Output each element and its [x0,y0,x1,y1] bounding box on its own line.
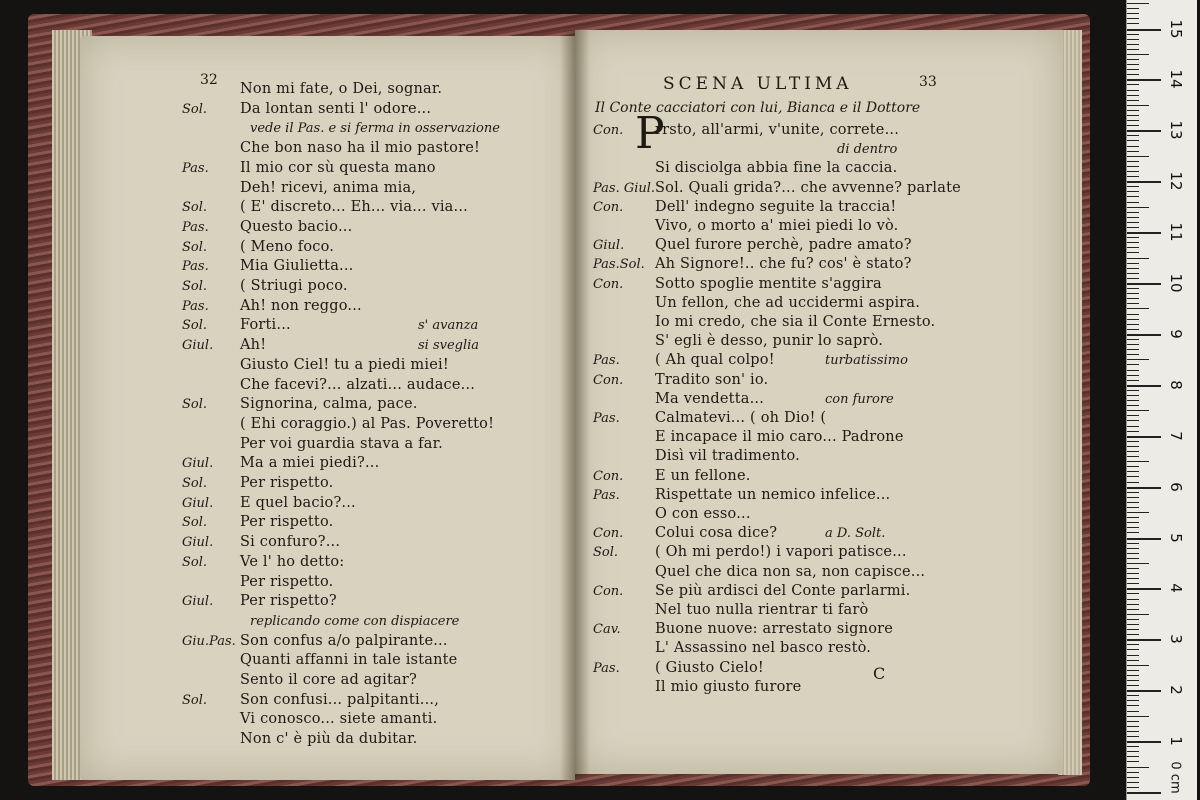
ruler-tick [1127,461,1149,462]
ruler-tick [1127,644,1139,645]
ruler-tick [1127,110,1139,111]
ruler-tick [1127,247,1139,248]
verse-line: Quel furore perchè, padre amato? [655,237,912,254]
ruler-tick [1127,283,1161,285]
ruler-number: 12 [1167,171,1185,191]
verse-line: Deh! ricevi, anima mia, [240,179,417,196]
ruler-tick [1127,69,1139,70]
speaker-label: Giul. [593,238,625,254]
ruler-tick [1127,777,1139,778]
verse-line: ( E' discreto... Eh... via... via... [240,199,468,216]
ruler-tick [1127,746,1139,747]
ruler-tick [1127,522,1139,523]
ruler-tick [1127,578,1139,579]
ruler-tick [1127,670,1139,671]
ruler-tick [1127,446,1139,447]
verse-line: Calmatevi... ( oh Dio! ( [655,410,827,426]
ruler-tick [1127,74,1139,75]
ruler-number: 2 [1167,685,1185,695]
ruler-tick [1127,161,1139,162]
ruler-tick [1127,202,1139,203]
ruler-tick [1127,716,1149,717]
speaker-label: Con. [593,526,624,542]
speaker-label: Sol. [182,318,208,334]
ruler-tick [1127,685,1139,686]
speaker-label: Pas. [593,411,620,426]
speaker-label: Con. [593,123,624,138]
ruler-tick [1127,191,1139,192]
ruler-tick [1127,8,1139,9]
ruler-tick [1127,380,1139,381]
verse-line: Il mio cor sù questa mano [240,159,436,176]
ruler-tick [1127,502,1139,503]
ruler-tick [1127,639,1161,641]
ruler-tick [1127,84,1139,85]
stage-direction: vede il Pas. e si ferma in osservazione [250,121,500,137]
ruler-tick [1127,263,1139,264]
ruler-tick [1127,49,1139,50]
verse-line: Per voi guardia stava a far. [240,435,443,452]
ruler-tick [1127,751,1139,752]
verse-line: Quanti affanni in tale istante [240,652,458,669]
speaker-label: Giul. [182,495,214,511]
verse-line: ( Ah qual colpo! [655,352,775,369]
verse-line: Ah Signore!.. che fu? cos' è stato? [655,256,912,273]
measuring-ruler [1126,0,1197,800]
ruler-tick [1127,497,1139,498]
speaker-label: Con. [593,372,624,388]
ruler-tick [1127,538,1161,540]
verse-line: ( Meno foco. [240,238,335,255]
verse-line: Non mi fate, o Dei, sognar. [240,81,443,97]
ruler-tick [1127,553,1139,554]
ruler-tick [1127,543,1139,544]
ruler-tick [1127,130,1161,132]
verse-line: Ah! non reggo... [240,297,362,314]
ruler-tick [1127,18,1139,19]
ruler-tick [1127,649,1139,650]
scene-heading: SCENA ULTIMA [663,74,853,94]
ruler-tick [1127,792,1161,794]
speaker-label: Sol. [182,239,208,255]
speaker-label: Sol. [182,279,208,294]
speaker-label: Sol. [593,545,619,561]
ruler-tick [1127,354,1139,355]
ruler-tick [1127,395,1139,396]
ruler-tick [1127,466,1139,467]
ruler-tick [1127,400,1139,401]
ruler-tick [1127,242,1139,243]
ruler-tick [1127,151,1139,152]
verse-line: Son confusi... palpitanti..., [240,691,440,708]
ruler-number: 15 [1167,18,1185,39]
verse-line: Che bon naso ha il mio pastore! [240,140,481,157]
ruler-tick [1127,349,1139,350]
ruler-tick [1127,675,1139,676]
ruler-tick [1127,756,1139,757]
verse-line: Nel tuo nulla rientrar ti farò [655,602,869,618]
ruler-tick [1127,44,1139,45]
ruler-tick [1127,731,1139,732]
ruler-tick [1127,314,1139,315]
verse-line: ( Ehi coraggio.) al Pas. Poveretto! [240,415,495,432]
ruler-tick [1127,258,1149,259]
speaker-label: Pas. [593,487,620,503]
ruler-tick [1127,487,1161,489]
ruler-tick [1127,171,1139,172]
speaker-label: Pas. [593,660,620,676]
ruler-tick [1127,695,1139,696]
ruler-tick [1127,517,1139,518]
verse-line: Mia Giulietta... [240,258,354,275]
ruler-tick [1127,207,1149,208]
verse-line: Si disciolga abbia fine la caccia. [655,160,898,177]
ruler-tick [1127,711,1139,712]
ruler-tick [1127,329,1139,330]
verse-line: Per rispetto? [240,593,337,610]
ruler-tick [1127,583,1139,584]
stage-direction: si sveglia [418,338,480,354]
verse-line: Dell' indegno seguite la traccia! [655,198,897,215]
ruler-tick [1127,741,1161,743]
verse-line: ( Giusto Cielo! [655,659,764,676]
ruler-tick [1127,176,1139,177]
stage-direction: replicando come con dispiacere [250,613,460,629]
ruler-tick [1127,431,1139,432]
ruler-number: 6 [1167,481,1185,492]
ruler-tick [1127,166,1139,167]
ruler-tick [1127,563,1149,564]
verse-line: Ve l' ho detto: [240,553,345,570]
verse-line: Il mio giusto furore [655,678,802,695]
ruler-tick [1127,227,1139,228]
ruler-tick [1127,95,1139,96]
ruler-tick [1127,359,1149,360]
speaker-label: Sol. [182,101,208,117]
ruler-tick [1127,767,1149,768]
verse-line: O con esso... [655,506,751,522]
ruler-tick [1127,140,1139,141]
ruler-tick [1127,558,1139,559]
ruler-tick [1127,405,1139,406]
speaker-label: Cav. [593,622,621,638]
speaker-label: Sol. [182,397,208,413]
ruler-number: 13 [1167,120,1185,140]
verse-line: ( Striugi poco. [240,278,348,294]
ruler-tick [1127,507,1139,508]
stage-direction: turbatissimo [825,353,908,369]
ruler-tick [1127,186,1139,187]
verse-line: Da lontan senti l' odore... [240,100,432,117]
ruler-tick [1127,298,1139,299]
verse-line: Sol. Quali grida?... che avvenne? parlate [655,179,961,196]
ruler-tick [1127,456,1139,457]
ruler-tick [1127,308,1149,309]
ruler-tick [1127,492,1139,493]
ruler-tick [1127,476,1139,477]
speaker-label: Con. [593,276,624,292]
ruler-tick [1127,705,1139,706]
verse-line: E incapace il mio caro... Padrone [655,429,904,446]
verse-line: Ah! [240,337,267,354]
ruler-tick [1127,451,1139,452]
verse-line: Sento il core ad agitar? [240,672,417,688]
verse-line: Per rispetto. [240,573,334,590]
book-gutter [560,30,590,780]
verse-line: rrsto, all'armi, v'unite, correte... [655,122,900,138]
speaker-label: Pas. [182,259,209,275]
verse-line: Tradito son' io. [655,371,769,388]
ruler-tick [1127,344,1139,345]
speaker-label: Pas. [182,219,209,235]
verse-line: Buone nuove: arrestato signore [655,621,894,638]
ruler-tick [1127,700,1139,701]
ruler-tick [1127,222,1139,223]
ruler-tick [1127,624,1139,625]
ruler-tick [1127,293,1139,294]
right-page [575,30,1063,774]
verse-line: Vi conosco... siete amanti. [240,711,438,728]
ruler-number: 8 [1167,380,1185,390]
ruler-tick [1127,120,1139,121]
ruler-tick [1127,79,1161,81]
ruler-tick [1127,512,1149,513]
ruler-tick [1127,609,1139,610]
ruler-tick [1127,660,1139,661]
ruler-tick [1127,212,1139,213]
ruler-tick [1127,390,1139,391]
ruler-number: 11 [1167,222,1185,242]
ruler-tick [1127,593,1139,594]
speaker-label: Sol. [182,200,208,216]
ruler-tick [1127,482,1139,483]
speaker-label: Giu.Pas. [182,633,236,649]
ruler-tick [1127,59,1139,60]
speaker-label: Con. [593,199,624,215]
speaker-label: Giul. [182,338,214,354]
ruler-tick [1127,125,1139,126]
ruler-tick [1127,252,1139,253]
verse-line: Io mi credo, che sia il Conte Ernesto. [655,314,936,330]
verse-line: Ma a miei piedi?... [240,455,380,472]
drop-cap: P [635,108,665,159]
ruler-tick [1127,614,1149,615]
scene-subheading: Il Conte cacciatori con lui, Bianca e il Dottore [595,100,921,116]
verse-line: E quel bacio?... [240,494,356,511]
ruler-tick [1127,726,1139,727]
speaker-label: Pas. [182,160,209,176]
ruler-tick [1127,787,1139,788]
ruler-tick [1127,29,1161,31]
speaker-label: Sol. [182,515,208,531]
ruler-tick [1127,237,1139,238]
speaker-label: Sol. [182,692,208,708]
speaker-label: Giul. [182,535,214,551]
ruler-tick [1127,268,1139,269]
verse-line: Sotto spoglie mentite s'aggira [655,275,882,292]
speaker-label: Pas. Giul. [593,180,656,196]
ruler-tick [1127,181,1161,183]
verse-line: Forti... [240,317,291,334]
stage-direction: con furore [825,391,894,407]
ruler-tick [1127,334,1161,336]
ruler-tick [1127,339,1139,340]
stage-direction: s' avanza [418,318,479,334]
verse-line: Rispettate un nemico infelice... [655,486,891,503]
ruler-tick [1127,319,1139,320]
ruler-number: 1 [1167,736,1185,746]
ruler-tick [1127,619,1139,620]
ruler-tick [1127,588,1161,590]
speaker-label: Pas.Sol. [593,257,645,273]
ruler-tick [1127,105,1149,106]
ruler-number: 3 [1167,634,1185,645]
ruler-tick [1127,370,1139,371]
stage-direction: di dentro [837,142,898,158]
ruler-tick [1127,324,1139,325]
ruler-number: 5 [1167,532,1185,543]
ruler-tick [1127,273,1139,274]
verse-line: Quel che dica non sa, non capisce... [655,563,926,580]
ruler-tick [1127,736,1139,737]
speaker-label: Sol. [182,554,208,570]
verse-line: Vivo, o morto a' miei piedi lo vò. [655,218,899,234]
verse-line: Colui cosa dice? [655,525,778,542]
speaker-label: Giul. [182,456,214,472]
ruler-tick [1127,415,1139,416]
verse-line: Un fellon, che ad uccidermi aspira. [655,294,921,311]
left-page [80,36,575,780]
verse-line: Per rispetto. [240,475,334,491]
ruler-tick [1127,278,1139,279]
verse-line: Giusto Ciel! tu a piedi miei! [240,356,449,373]
ruler-number: 7 [1167,430,1185,441]
ruler-number: 4 [1167,583,1185,594]
ruler-tick [1127,420,1139,421]
ruler-tick [1127,426,1139,427]
verse-line: Che facevi?... alzati... audace... [240,376,476,393]
ruler-tick [1127,680,1139,681]
ruler-tick [1127,410,1149,411]
ruler-tick [1127,772,1139,773]
ruler-tick [1127,303,1139,304]
ruler-tick [1127,13,1139,14]
stage-direction: a D. Solt. [825,526,886,542]
ruler-tick [1127,196,1139,197]
page-number-left: 32 [200,72,218,88]
ruler-tick [1127,690,1161,692]
signature-mark: C [873,664,886,683]
speaker-label: Con. [593,583,624,599]
ruler-number: 14 [1167,69,1185,89]
ruler-tick [1127,64,1139,65]
ruler-tick [1127,146,1139,147]
speaker-label: Con. [593,468,624,484]
verse-line: S' egli è desso, punir lo saprò. [655,333,884,350]
ruler-tick [1127,90,1139,91]
speaker-label: Sol. [182,476,208,491]
verse-line: Si confuro?... [240,534,341,551]
speaker-label: Giul. [182,594,214,610]
ruler-tick [1127,782,1139,783]
ruler-tick [1127,634,1139,635]
ruler-tick [1127,471,1139,472]
speaker-label: Pas. [182,298,209,314]
ruler-tick [1127,100,1139,101]
ruler-tick [1127,441,1139,442]
ruler-unit-label: 0 cm [1167,761,1183,794]
ruler-tick [1127,135,1139,136]
ruler-number: 9 [1167,329,1185,339]
ruler-tick [1127,548,1139,549]
ruler-tick [1127,532,1139,533]
ruler-tick [1127,3,1149,4]
speaker-label: Pas. [593,353,620,369]
verse-line: ( Oh mi perdo!) i vapori patisce... [655,544,907,561]
ruler-tick [1127,761,1139,762]
ruler-tick [1127,599,1139,600]
ruler-tick [1127,217,1139,218]
ruler-tick [1127,436,1161,438]
ruler-tick [1127,604,1139,605]
verse-line: Se più ardisci del Conte parlarmi. [655,582,911,599]
verse-line: E un fellone. [655,467,751,484]
ruler-tick [1127,288,1139,289]
ruler-tick [1127,721,1139,722]
ruler-tick [1127,573,1139,574]
ruler-tick [1127,115,1139,116]
ruler-tick [1127,364,1139,365]
verse-line: Ma vendetta... [655,390,765,407]
ruler-tick [1127,629,1139,630]
ruler-tick [1127,23,1139,24]
ruler-tick [1127,655,1139,656]
ruler-number: 10 [1167,273,1185,293]
ruler-tick [1127,527,1139,528]
ruler-tick [1127,39,1139,40]
ruler-tick [1127,156,1149,157]
page-number-right: 33 [919,74,937,90]
verse-line: Disì vil tradimento. [655,448,800,465]
verse-line: L' Assassino nel basco restò. [655,640,872,657]
verse-line: Non c' è più da dubitar. [240,731,418,748]
ruler-tick [1127,385,1161,387]
verse-line: Son confus a/o palpirante... [240,632,448,649]
verse-line: Per rispetto. [240,514,334,531]
ruler-tick [1127,665,1149,666]
verse-line: Signorina, calma, pace. [240,396,418,413]
ruler-tick [1127,54,1149,55]
ruler-tick [1127,232,1161,234]
ruler-tick [1127,34,1139,35]
verse-line: Questo bacio... [240,218,353,235]
ruler-tick [1127,375,1139,376]
ruler-tick [1127,568,1139,569]
